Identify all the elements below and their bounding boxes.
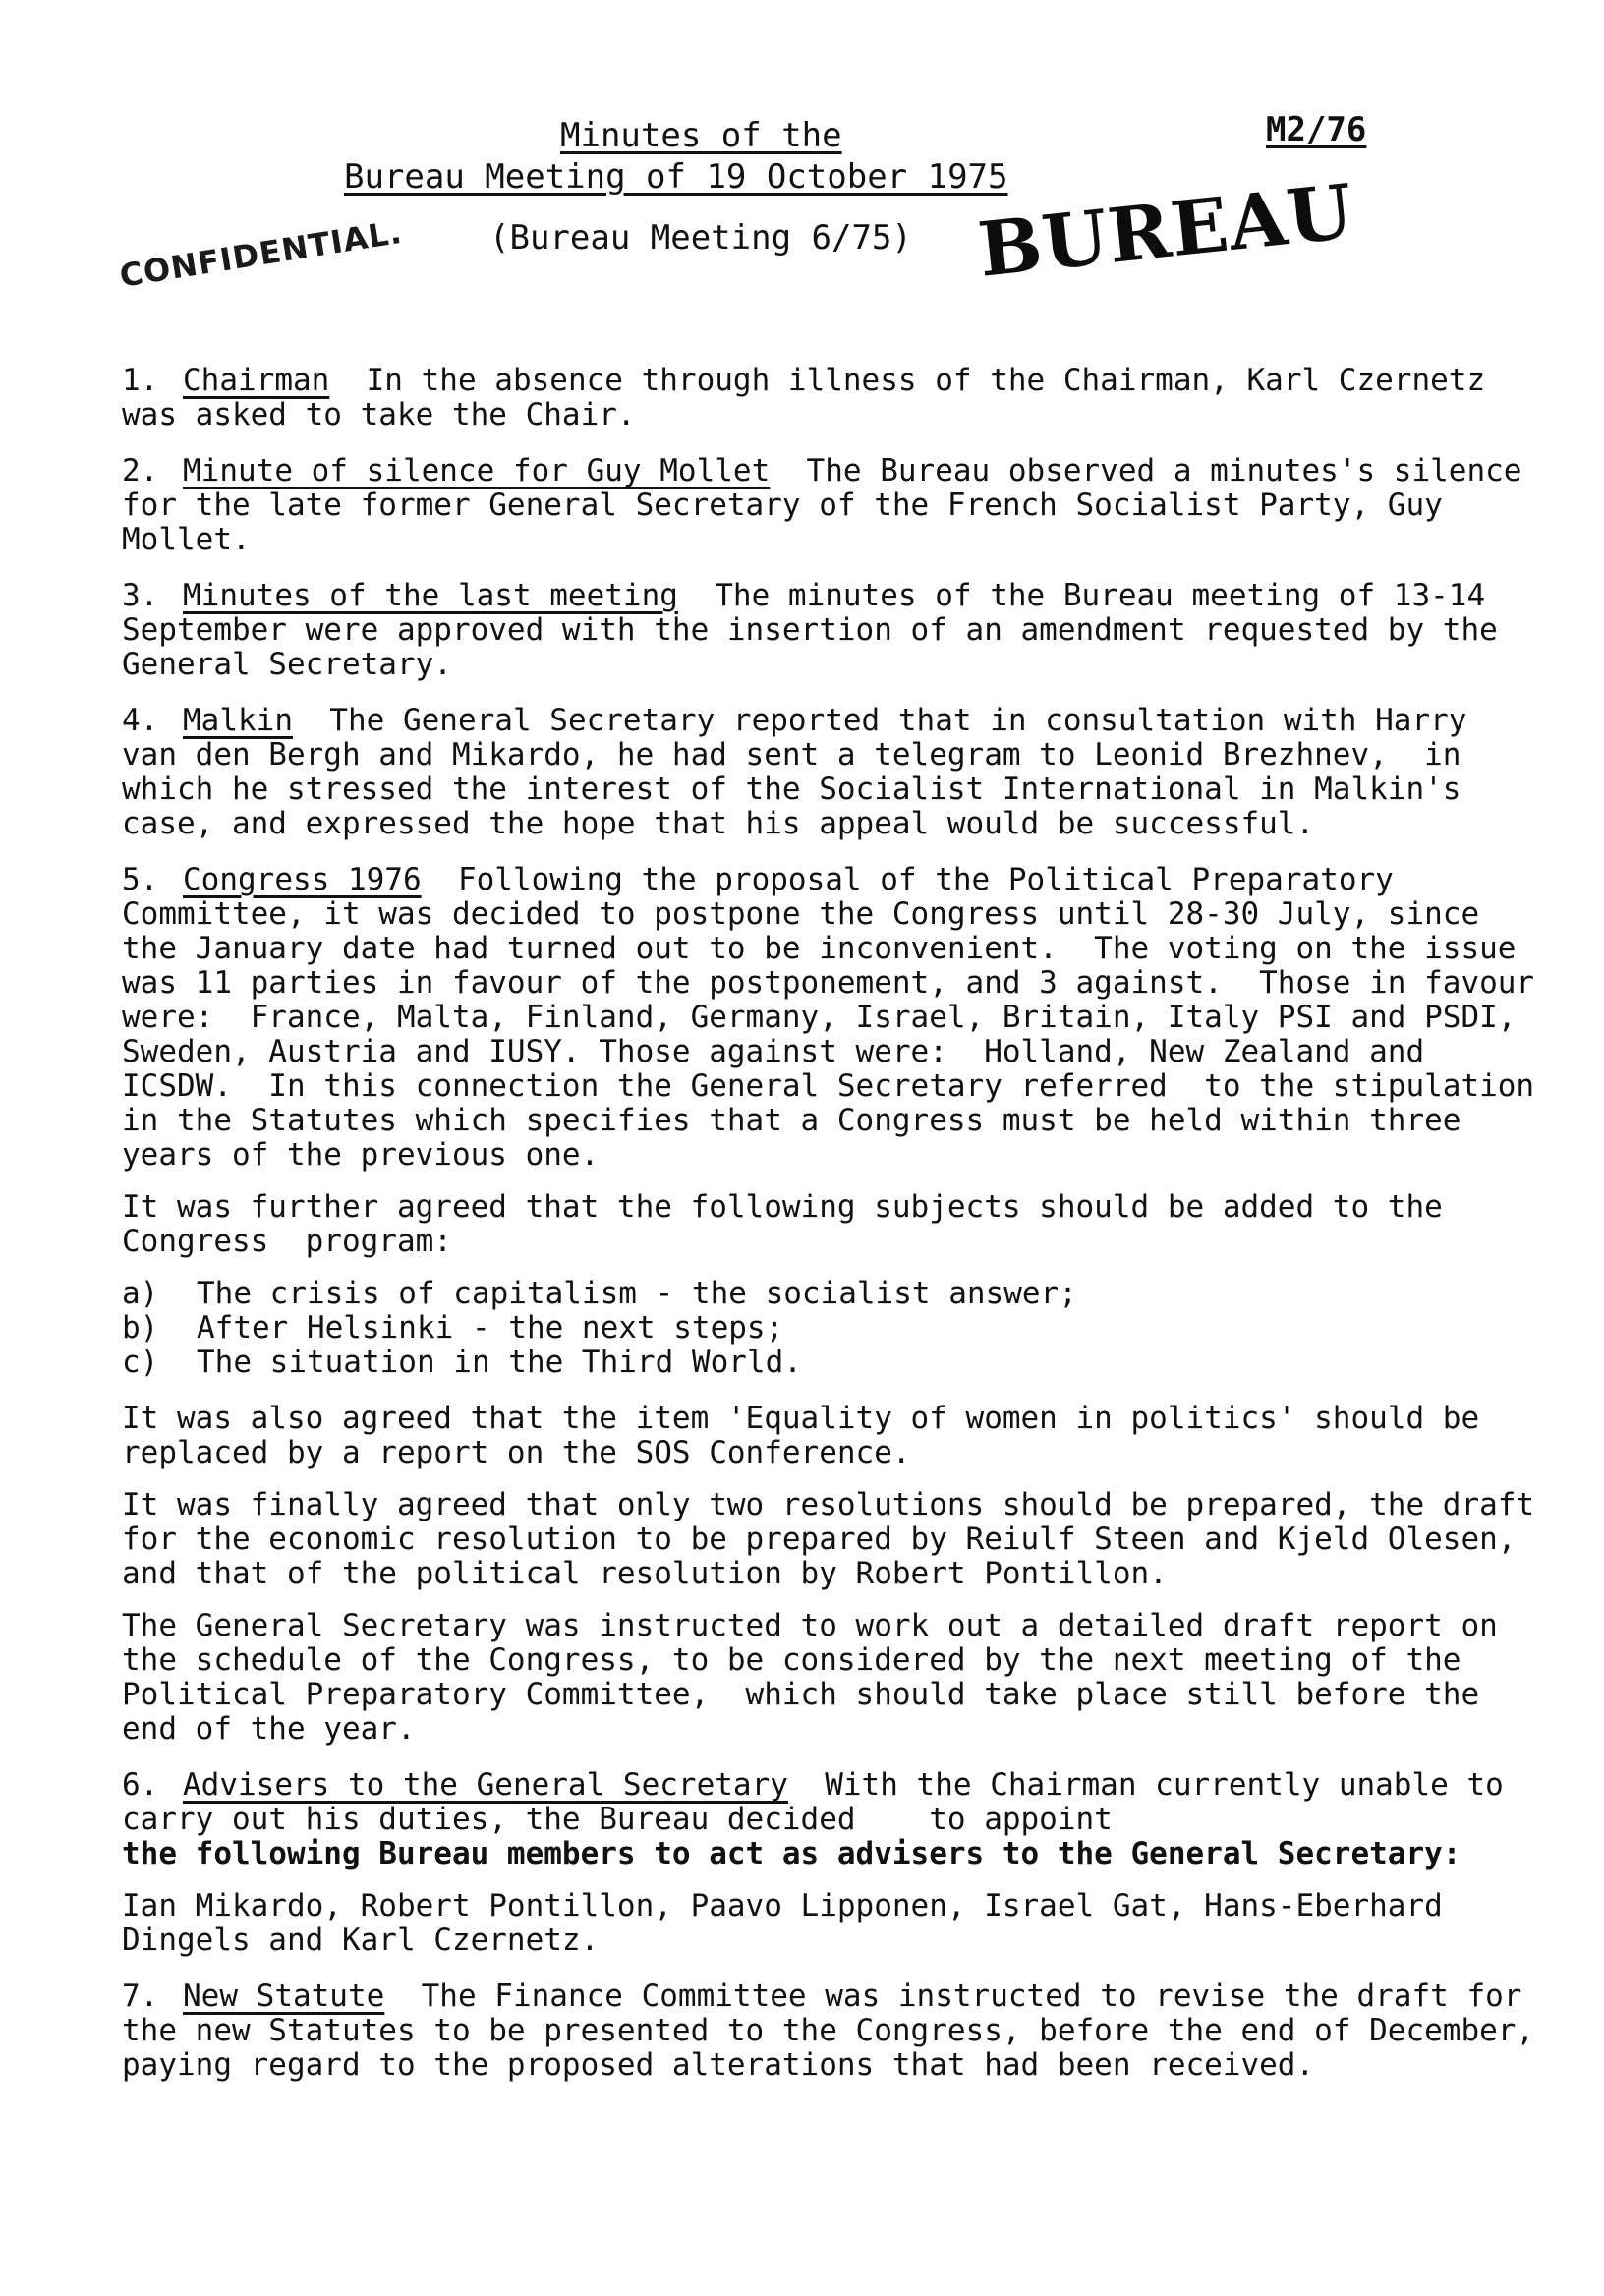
item-number: 1.	[122, 363, 159, 398]
item-number: 7.	[122, 1979, 159, 2014]
item-heading: New Statute	[183, 1979, 385, 2014]
item-heading: Malkin	[183, 703, 293, 738]
list-item	[122, 1311, 1537, 1346]
item-text: The General Secretary reported that in consultation with Harry van den Bergh and Mikardo, he had sent a telegram to Leonid Brezhnev, in which he stressed the interest of the Socialist International in Malkin's case, and expressed the hope that his appeal would be successful.	[122, 703, 1486, 841]
item-number: 4.	[122, 703, 159, 738]
finally-agreed-paragraph: It was finally agreed that only two resolutions should be prepared, the draft for the economic resolution to be prepared by Reiulf Steen and Kjeld Olesen, and that of the political resolution by Robert Pontillon.	[122, 1487, 1553, 1591]
minute-item-6	[122, 1768, 1537, 1871]
minute-item-7	[122, 1979, 1553, 2083]
minute-item-1	[122, 364, 1537, 432]
confidential-stamp: CONFIDENTIAL.	[117, 212, 405, 295]
further-agreed-paragraph: It was further agreed that the following subjects should be added to the Congress program:	[122, 1189, 1461, 1259]
item-heading: Advisers to the General Secretary	[183, 1767, 788, 1803]
list-item-text: The crisis of capitalism - the socialist answer;	[197, 1276, 1077, 1311]
minute-item-4	[122, 704, 1537, 841]
item-text: The Bureau observed a minutes's silence for the late former General Secretary of the French Socialist Party, Guy Mollet.	[122, 453, 1541, 557]
list-item-text: The situation in the Third World.	[197, 1345, 802, 1380]
minute-item-3	[122, 579, 1537, 682]
also-agreed-paragraph: It was also agreed that the item 'Equality of women in politics' should be replaced by a report on the SOS Conference.	[122, 1401, 1498, 1470]
meeting-reference: (Bureau Meeting 6/75)	[489, 218, 912, 258]
item-number: 3.	[122, 578, 159, 613]
advisers-bold-line: the following Bureau members to act as advisers to the General Secretary:	[122, 1836, 1461, 1871]
bureau-stamp: BUREAU	[974, 167, 1358, 294]
item-text: Following the proposal of the Political Preparatory Committee, it was decided to postpone the Congress until 28-30 July, since the January date had turned out to be inconvenient. The voting on the issue was 11 parties in favour of the postponement, and 3 against. Those in favour were: France, Malta, Finland, Germany, Israel, Britain, Italy PSI and PSDI, Sweden, Austria and IUSY. Those against were: Holland, New Zealand and ICSDW. In this connection the General Secretary referred to the stipulation in the Statutes which specifies that a Congress must be held within three years of the previous one.	[122, 862, 1553, 1173]
list-item-text: After Helsinki - the next steps;	[197, 1310, 784, 1346]
list-item	[122, 1346, 1537, 1380]
list-item-label: b)	[122, 1310, 159, 1346]
minute-item-5	[122, 862, 1553, 1173]
item-heading: Minute of silence for Guy Mollet	[183, 453, 771, 488]
minute-item-2	[122, 453, 1541, 557]
item-heading: Minutes of the last meeting	[183, 578, 678, 613]
list-item-label: c)	[122, 1345, 159, 1380]
advisers-members: Ian Mikardo, Robert Pontillon, Paavo Lipponen, Israel Gat, Hans-Eberhard Dingels and Karl Czernetz.	[122, 1888, 1461, 1958]
title-line-1: Minutes of the	[560, 116, 842, 155]
item-heading: Congress 1976	[183, 862, 422, 897]
congress-subjects-list	[122, 1277, 1537, 1380]
item-number: 5.	[122, 862, 159, 897]
item-text: The minutes of the Bureau meeting of 13-14 September were approved with the insertion of an amendment requested by the General Secretary.	[122, 578, 1517, 682]
minutes-body	[122, 363, 1553, 2104]
item-text: With the Chairman currently unable to carry out his duties, the Bureau decided to appoint	[122, 1767, 1522, 1837]
instructed-paragraph: The General Secretary was instructed to work out a detailed draft report on the schedule of the Congress, to be considered by the next meeting of the Political Preparatory Committee, which should take place still before the end of the year.	[122, 1608, 1517, 1747]
list-item	[122, 1277, 1537, 1311]
document-reference: M2/76	[1266, 110, 1367, 149]
item-number: 2.	[122, 453, 159, 488]
item-number: 6.	[122, 1767, 159, 1803]
item-text: In the absence through illness of the Chairman, Karl Czernetz was asked to take the Chair.	[122, 363, 1504, 432]
item-text: The Finance Committee was instructed to revise the draft for the new Statutes to be presented to the Congress, before the end of December, paying regard to the proposed alterations that had been received.	[122, 1979, 1553, 2083]
list-item-label: a)	[122, 1276, 159, 1311]
item-heading: Chairman	[183, 363, 330, 398]
title-line-2: Bureau Meeting of 19 October 1975	[344, 157, 1008, 197]
